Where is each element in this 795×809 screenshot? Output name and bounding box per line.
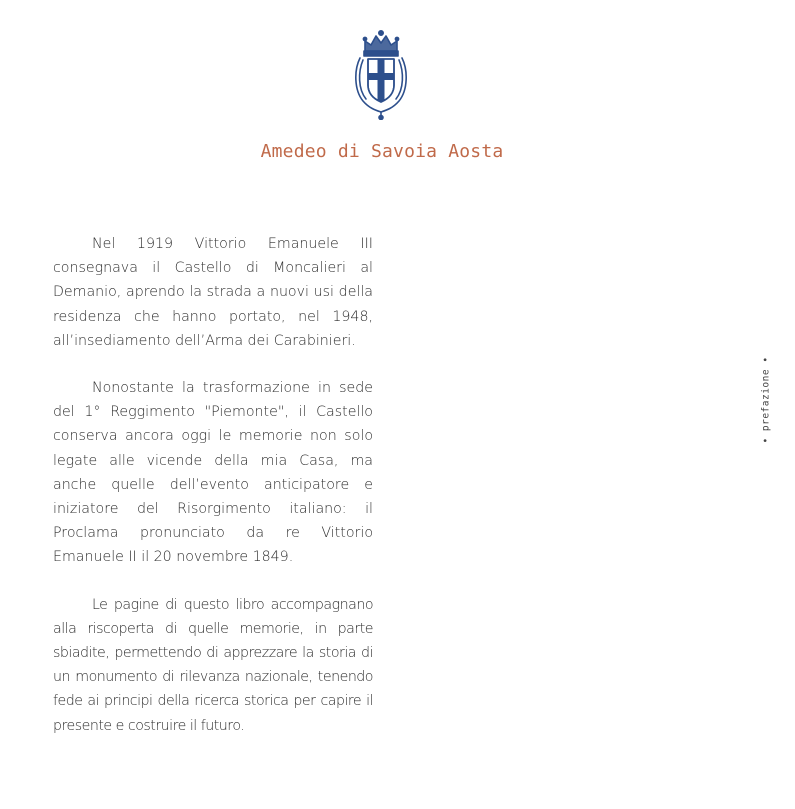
paragraph: Nel 1919 Vittorio Emanuele III consegnava il Castello di Moncalieri al Demanio, aprendo la strada a nuovi usi della residenza che hanno portato, nel 1948, all’insediamento dell’Arma dei Carabinieri. <box>53 236 373 349</box>
author-name: Amedeo di Savoia Aosta <box>260 141 504 162</box>
paragraph: Le pagine di questo libro accompagnano alla riscoperta di quelle memorie, in parte sbiadite, permettendo di apprezzare la storia di un monumento di rilevanza nazionale, tenendo fede ai principi della ricerca storica per capire il presente e costruire il futuro. <box>53 596 373 734</box>
paragraph: Nonostante la trasformazione in sede del 1° Reggimento "Piemonte", il Castello conserva ancora oggi le memorie non solo legate alle vicende della mia Casa, ma anche quelle dell’evento anticipatore e iniziatore del Risorgimento italiano: il Proclama pronunciato da re Vittorio Emanuele II il 20 novembre 1849. <box>53 380 373 566</box>
section-label: • prefazione • <box>760 356 772 444</box>
preface-body <box>53 232 373 761</box>
savoy-crowned-shield-icon <box>351 28 411 120</box>
